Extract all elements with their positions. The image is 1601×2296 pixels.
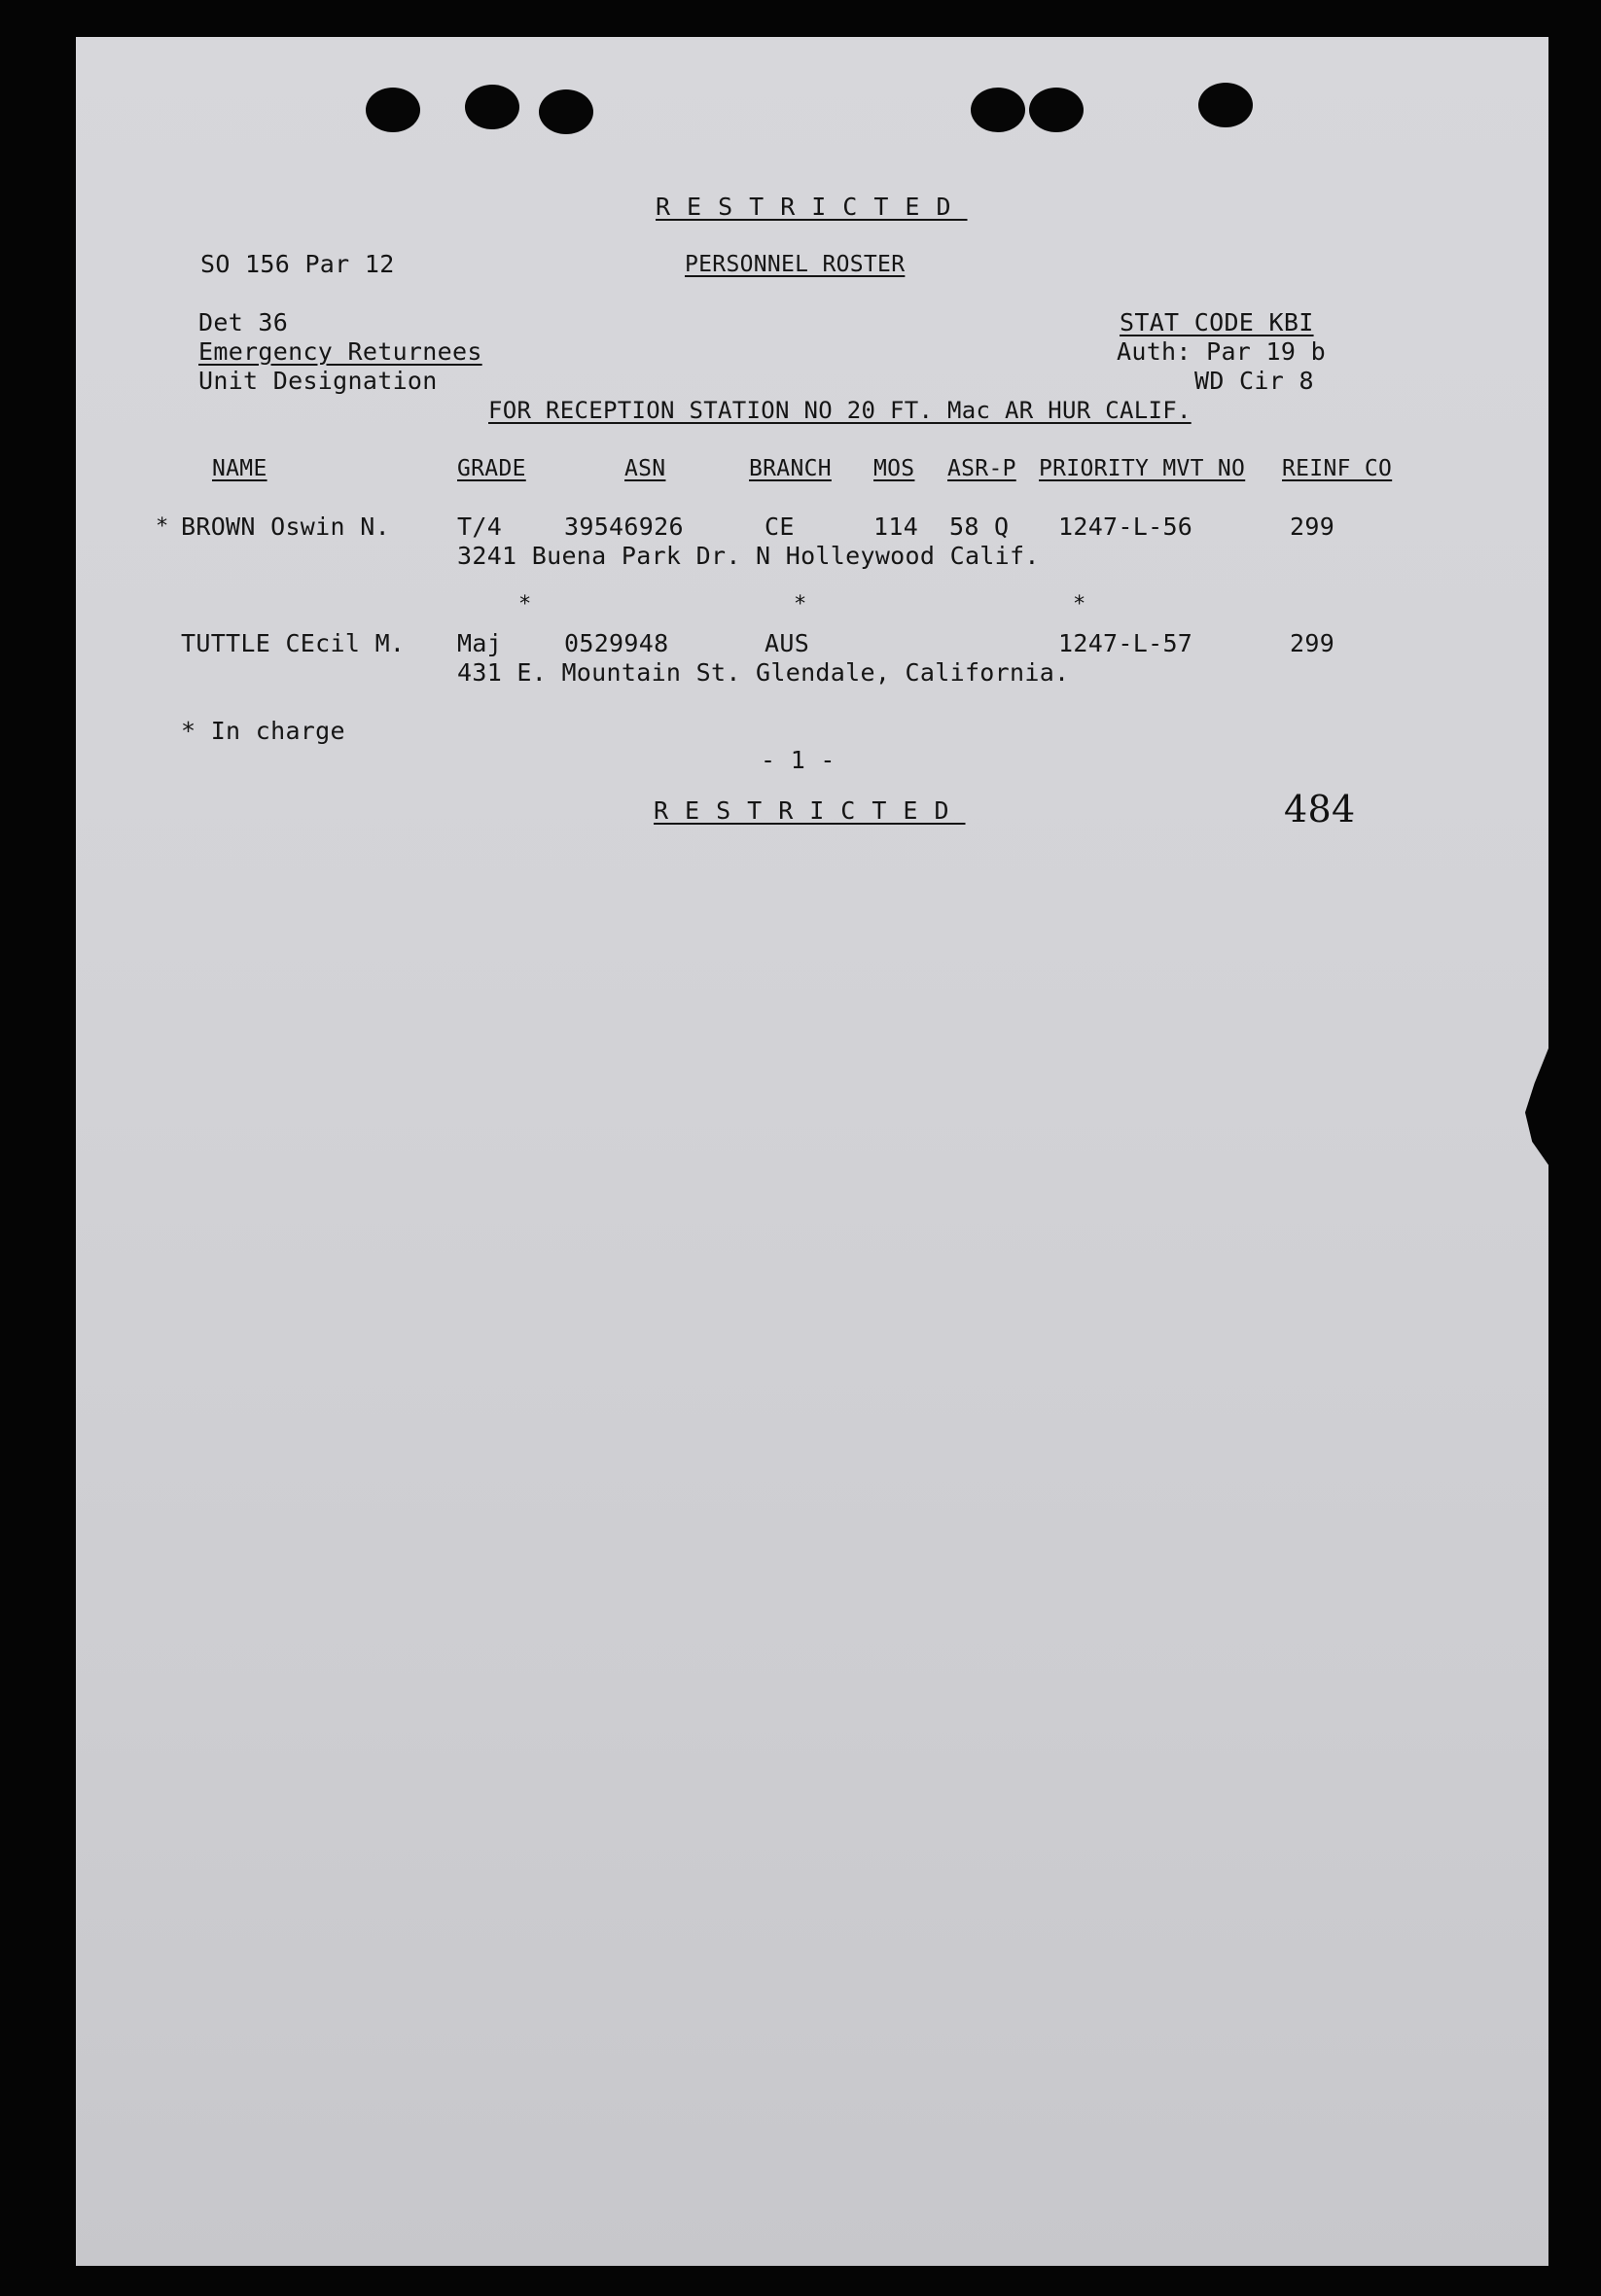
- group-name: Emergency Returnees: [198, 337, 482, 366]
- page-edge-tear: [1525, 1048, 1548, 1165]
- classification-header: RESTRICTED: [656, 193, 968, 221]
- punch-hole-2: [465, 85, 519, 129]
- detachment: Det 36: [198, 308, 289, 336]
- unit-designation: Unit Designation: [198, 367, 438, 395]
- row-priority: 1247-L-57: [1058, 629, 1193, 657]
- punch-hole-5: [1029, 88, 1084, 132]
- row-branch: CE: [765, 512, 795, 541]
- punch-hole-4: [971, 88, 1025, 132]
- col-asr-p: ASR-P: [947, 456, 1016, 481]
- col-grade: GRADE: [457, 456, 526, 481]
- order-reference: SO 156 Par 12: [200, 250, 395, 278]
- row-address: 3241 Buena Park Dr. N Holleywood Calif.: [457, 542, 1040, 570]
- col-branch: BRANCH: [749, 456, 832, 481]
- row-grade: T/4: [457, 512, 503, 541]
- punch-hole-1: [366, 88, 420, 132]
- row-name: BROWN Oswin N.: [181, 512, 390, 541]
- document-page: [76, 37, 1548, 2266]
- row-reinf-co: 299: [1290, 629, 1335, 657]
- row-marker: *: [156, 514, 169, 539]
- col-asn: ASN: [624, 456, 666, 481]
- row-reinf-co: 299: [1290, 512, 1335, 541]
- asterisk-branch: *: [794, 592, 807, 617]
- row-branch: AUS: [765, 629, 810, 657]
- punch-hole-3: [539, 89, 593, 134]
- row-mos: 114: [873, 512, 919, 541]
- row-asn: 0529948: [564, 629, 669, 657]
- authority: Auth: Par 19 b: [1117, 337, 1326, 366]
- row-grade: Maj: [457, 629, 503, 657]
- roster-title: PERSONNEL ROSTER: [685, 252, 906, 277]
- stamp-number: 484: [1284, 788, 1356, 830]
- page-number: - 1 -: [761, 746, 836, 774]
- col-reinf-co: REINF CO: [1282, 456, 1393, 481]
- col-priority-mvt-no: PRIORITY MVT NO: [1039, 456, 1246, 481]
- asterisk-grade: *: [518, 592, 532, 617]
- footnote: * In charge: [181, 717, 345, 745]
- row-name: TUTTLE CEcil M.: [181, 629, 406, 657]
- destination-line: FOR RECEPTION STATION NO 20 FT. Mac AR HUR CALIF.: [488, 397, 1192, 424]
- wd-circular: WD Cir 8: [1194, 367, 1314, 395]
- stat-code: STAT CODE KBI: [1120, 308, 1314, 336]
- row-asn: 39546926: [564, 512, 684, 541]
- punch-hole-6: [1198, 83, 1253, 127]
- col-name: NAME: [212, 456, 267, 481]
- asterisk-priority: *: [1073, 592, 1086, 617]
- classification-footer: RESTRICTED: [654, 796, 966, 825]
- row-asr-p: 58 Q: [949, 512, 1010, 541]
- col-mos: MOS: [873, 456, 915, 481]
- row-address: 431 E. Mountain St. Glendale, California.: [457, 658, 1070, 687]
- row-priority: 1247-L-56: [1058, 512, 1193, 541]
